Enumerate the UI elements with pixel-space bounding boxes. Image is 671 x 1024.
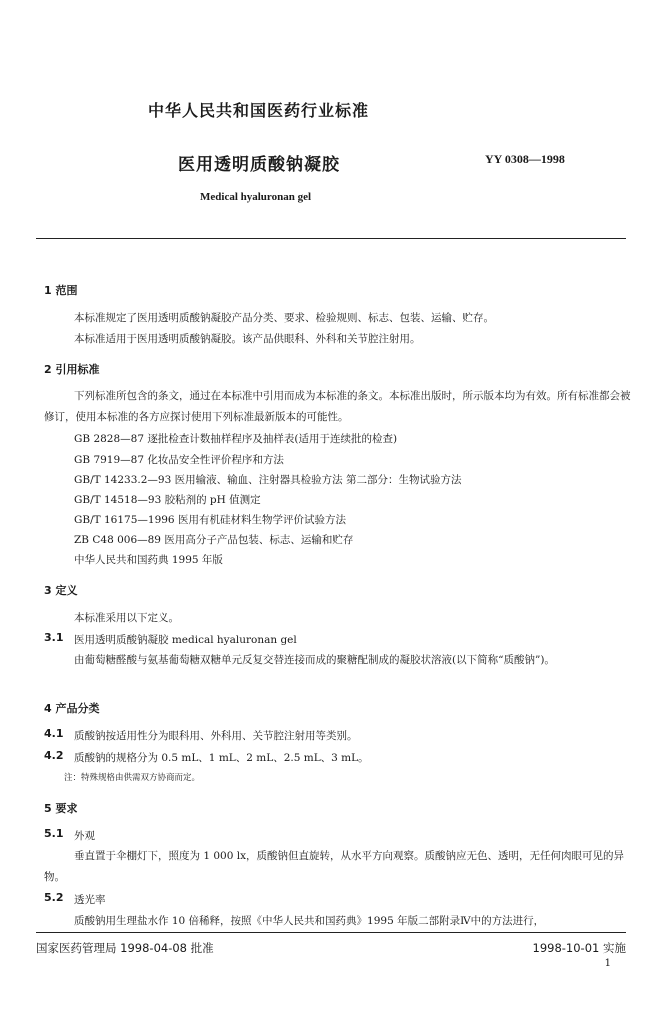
standard-code: YY 0308—1998 — [485, 152, 565, 166]
reference-item: GB 7919—87 化妆品安全性评价程序和方法 — [74, 454, 284, 466]
english-title: Medical hyaluronan gel — [200, 191, 312, 203]
page-number: 1 — [604, 958, 611, 969]
clause-number: 3.1 — [44, 631, 64, 644]
reference-item: 中华人民共和国药典 1995 年版 — [74, 554, 223, 566]
section-4-heading: 4 产品分类 — [44, 702, 100, 715]
footer-divider — [36, 932, 626, 933]
reference-item: GB/T 14518—93 胶粘剂的 pH 值测定 — [74, 494, 261, 506]
section-1-para-1: 本标准规定了医用透明质酸钠凝胶产品分类、要求、检验规则、标志、包装、运输、贮存。 — [74, 312, 494, 324]
definition-text: 由葡萄糖醛酸与氨基葡萄糖双糖单元反复交替连接而成的聚糖配制成的凝胶状溶液(以下简称“质酸钠”)。 — [74, 654, 555, 666]
section-1-para-2: 本标准适用于医用透明质酸钠凝胶。该产品供眼科、外科和关节腔注射用。 — [74, 333, 421, 345]
section-1-heading: 1 范围 — [44, 284, 78, 297]
standard-org-title: 中华人民共和国医药行业标准 — [148, 101, 370, 120]
clause-text: 质酸钠按适用性分为眼科用、外科用、关节腔注射用等类别。 — [74, 730, 358, 742]
section-2-heading: 2 引用标准 — [44, 363, 100, 376]
header-divider — [36, 238, 626, 239]
clause-title: 透光率 — [74, 894, 106, 906]
reference-item: ZB C48 006—89 医用高分子产品包装、标志、运输和贮存 — [74, 534, 354, 546]
reference-item: GB/T 14233.2—93 医用输液、输血、注射器具检验方法 第二部分：生物试验方法 — [74, 474, 462, 486]
section-3-heading: 3 定义 — [44, 584, 78, 597]
clause-number: 5.1 — [44, 827, 64, 840]
section-3-intro: 本标准采用以下定义。 — [74, 612, 179, 624]
document-title: 医用透明质酸钠凝胶 — [178, 155, 340, 175]
note-text: 注：特殊规格由供需双方协商而定。 — [64, 773, 201, 783]
section-5-heading: 5 要求 — [44, 802, 78, 815]
approval-line: 国家医药管理局 1998-04-08 批准 — [36, 941, 214, 955]
clause-title: 外观 — [74, 830, 95, 842]
clause-number: 4.2 — [44, 749, 64, 762]
reference-item: GB 2828—87 逐批检查计数抽样程序及抽样表(适用于连续批的检查) — [74, 433, 398, 445]
clause-text: 垂直置于伞棚灯下，照度为 1 000 lx，质酸钠但直旋转，从水平方向观察。质酸钠应无色、透明，无任何肉眼可见的异物。 — [44, 850, 625, 883]
definition-term: 医用透明质酸钠凝胶 medical hyaluronan gel — [74, 634, 297, 646]
reference-item: GB/T 16175—1996 医用有机硅材料生物学评价试验方法 — [74, 514, 346, 526]
clause-number: 4.1 — [44, 727, 64, 740]
section-2-intro: 下列标准所包含的条文，通过在本标准中引用而成为本标准的条文。本标准出版时，所示版本均为有效。所有标准都会被修订，使用本标准的各方应探讨使用下列标准最新版本的可能性。 — [44, 390, 631, 423]
clause-text: 质酸钠的规格分为 0.5 mL、1 mL、2 mL、2.5 mL、3 mL。 — [74, 752, 369, 764]
clause-number: 5.2 — [44, 891, 64, 904]
effective-date: 1998-10-01 实施 — [532, 941, 626, 955]
clause-text: 质酸钠用生理盐水作 10 倍稀释，按照《中华人民共和国药典》1995 年版二部附录Ⅳ中的方法进行， — [74, 915, 545, 927]
